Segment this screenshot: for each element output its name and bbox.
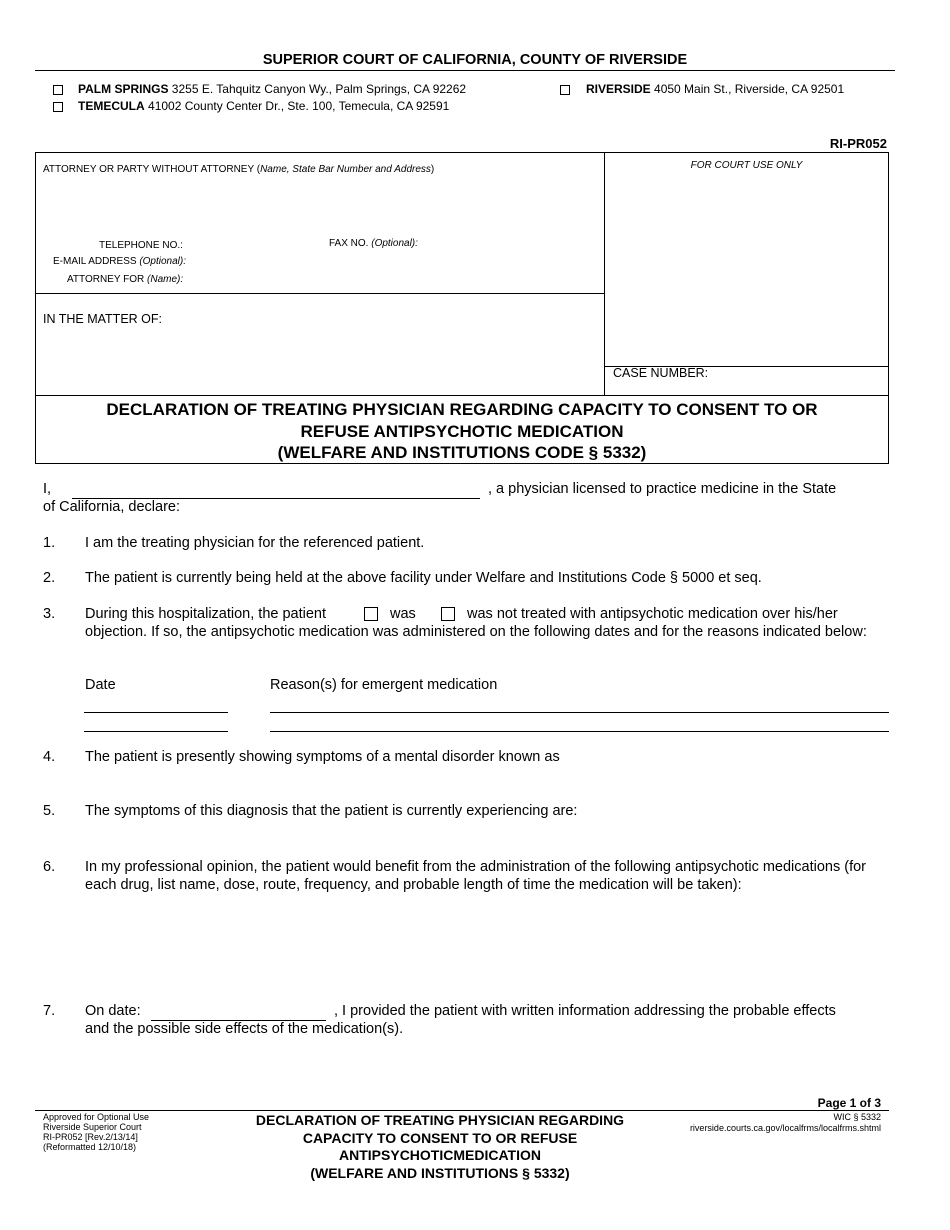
title-line-3: (WELFARE AND INSTITUTIONS CODE § 5332)	[277, 443, 647, 462]
reason-line-1[interactable]	[270, 712, 889, 713]
telephone-label: TELEPHONE NO.:	[99, 240, 183, 251]
item-6-text: In my professional opinion, the patient would benefit from the administration of the following antipsychotic medications (for each drug, list name, dose, route, frequency, and probable length of time the medication will be taken):	[85, 859, 867, 893]
item-2-text: The patient is currently being held at the above facility under Welfare and Institutions Code § 5000 et seq.	[85, 570, 762, 586]
email-label: E-MAIL ADDRESS (Optional):	[53, 256, 187, 267]
reason-column-header: Reason(s) for emergent medication	[270, 677, 498, 693]
temecula-checkbox[interactable]	[53, 102, 63, 112]
header-rule	[35, 70, 895, 71]
item-7-text-a: On date:	[85, 1003, 141, 1019]
attorney-for-label: ATTORNEY FOR (Name):	[67, 274, 184, 285]
document-title	[35, 399, 889, 464]
date-column-header: Date	[85, 677, 116, 693]
intro-i: I,	[43, 481, 52, 497]
footer-code-block	[690, 1112, 881, 1134]
wic-code: WIC § 5332	[833, 1112, 881, 1122]
title-line-2: REFUSE ANTIPSYCHOTIC MEDICATION	[300, 421, 624, 441]
item-3-number: 3.	[43, 606, 56, 622]
item-7-text-b: , I provided the patient with written information addressing the probable effects	[334, 1003, 836, 1019]
item-3-text-b: objection. If so, the antipsychotic medication was administered on the following dates and for the reasons indicated below:	[85, 624, 867, 640]
temecula-location: TEMECULA 41002 County Center Dr., Ste. 100, Temecula, CA 92591	[78, 99, 450, 113]
item-5-number: 5.	[43, 803, 56, 819]
footer-title: DECLARATION OF TREATING PHYSICIAN REGARDING CAPACITY TO CONSENT TO OR REFUSE ANTIPSYCHOTICMEDICATION (WELFARE AND INSTITUTIONS § 5332)	[255, 1112, 625, 1181]
palm-springs-location: PALM SPRINGS 3255 E. Tahquitz Canyon Wy., Palm Springs, CA 92262	[78, 82, 467, 96]
intro-rest: , a physician licensed to practice medicine in the State	[488, 481, 837, 497]
was-not-treated-checkbox[interactable]	[441, 607, 455, 621]
item-4-number: 4.	[43, 749, 56, 765]
forms-url[interactable]: riverside.courts.ca.gov/localfrms/localfrms.shtml	[689, 1123, 881, 1133]
palm-springs-checkbox[interactable]	[53, 85, 63, 95]
matter-label: IN THE MATTER OF:	[43, 312, 162, 326]
fax-label: FAX NO. (Optional):	[329, 238, 418, 249]
item-6-number: 6.	[43, 859, 56, 875]
item-2-number: 2.	[43, 570, 56, 586]
title-line-1: DECLARATION OF TREATING PHYSICIAN REGARDING CAPACITY TO CONSENT TO OR	[106, 400, 818, 419]
date-line-1[interactable]	[84, 712, 228, 713]
riverside-location: RIVERSIDE 4050 Main St., Riverside, CA 92501	[586, 82, 845, 96]
approved-block: Approved for Optional Use Riverside Superior Court RI-PR052 [Rev.2/13/14] (Reformatted 12/10/18)	[43, 1112, 150, 1152]
item-7-number: 7.	[43, 1003, 56, 1019]
page-number: Page 1 of 3	[817, 1096, 881, 1110]
item-1-text: I am the treating physician for the referenced patient.	[85, 535, 425, 551]
date-line-2[interactable]	[84, 731, 228, 732]
intro-line-2: of California, declare:	[43, 499, 181, 515]
court-use-label: FOR COURT USE ONLY	[690, 160, 803, 171]
was-not-label: was not treated with antipsychotic medication over his/her	[467, 606, 838, 622]
form-id: RI-PR052	[829, 136, 887, 151]
item-4-text: The patient is presently showing symptoms of a mental disorder known as	[85, 749, 560, 765]
item-7-text-c: and the possible side effects of the medication(s).	[85, 1021, 404, 1037]
riverside-checkbox[interactable]	[560, 85, 570, 95]
was-treated-checkbox[interactable]	[364, 607, 378, 621]
attorney-section-rule	[35, 293, 604, 294]
attorney-label: ATTORNEY OR PARTY WITHOUT ATTORNEY (Name, State Bar Number and Address)	[43, 164, 435, 175]
item-5-text: The symptoms of this diagnosis that the patient is currently experiencing are:	[85, 803, 578, 819]
was-label: was	[390, 606, 416, 622]
reason-line-2[interactable]	[270, 731, 889, 732]
court-title: SUPERIOR COURT OF CALIFORNIA, COUNTY OF RIVERSIDE	[262, 52, 688, 68]
item-1-number: 1.	[43, 535, 56, 551]
case-number-label: CASE NUMBER:	[613, 366, 709, 380]
footer-rule	[35, 1110, 889, 1111]
caption-divider	[604, 152, 605, 396]
item-3-text-a: During this hospitalization, the patient	[85, 606, 327, 622]
